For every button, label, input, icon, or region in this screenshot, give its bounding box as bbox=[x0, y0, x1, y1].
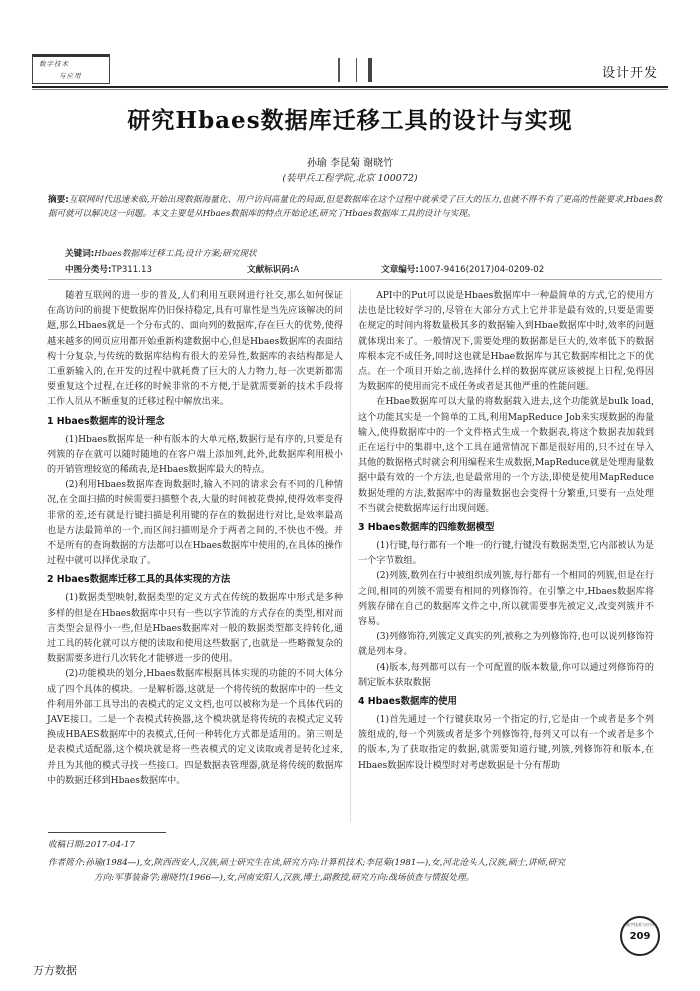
journal-name-line1: 数字技术 bbox=[39, 60, 69, 68]
paragraph: (1)数据类型映射,数据类型的定义方式在传统的数据库中形式是多种多样的但是在Hbaes数据库中只有一些以字节流的方式存在的类型,相对而言类型会显得小一些,但是Hbaes数据库对一般的数据类型都支持转化,通过工具的转化就可以方便的读取和使用这些数据了,也就是一些略微复杂的数据需要多进行几次转化才能够进一步的使用。 bbox=[47, 593, 343, 665]
keywords bbox=[65, 247, 665, 259]
section-3-heading: 3 Hbaes数据库的四维数据模型 bbox=[358, 522, 495, 534]
header-decorative-bars bbox=[338, 58, 384, 82]
clc-label: 中图分类号: bbox=[65, 265, 112, 275]
keywords-text: Hbaes数据库迁移工具;设计方案;研究现状 bbox=[94, 249, 257, 259]
doc-code-label: 文献标识码: bbox=[247, 265, 294, 275]
abstract-text: 互联网时代迅速来临,开始出现数据海量化、用户访问高量化的局面,但是数据库在这个过程中就承受了巨大的压力,也就不得不有了更高的性能要求,Hbaes数据可就可以解决这一问题。本文主要是从Hbaes数据库的特点开始论述,研究了Hbaes数据库工具的设计与实现。 bbox=[48, 195, 663, 219]
paragraph: (2)列簇,数列在行中被组织成列簇,每行都有一个相同的列簇,但是在行之间,相同的列簇不需要有相同的列修饰符。在引擎之中,Hbaes数据库将列簇存储在自己的数据库文件之中,所以就需要事先被定义,改变列簇并不容易。 bbox=[358, 571, 654, 628]
author-bio bbox=[48, 856, 662, 886]
page-header bbox=[32, 52, 668, 86]
source-watermark: 万方数据 bbox=[33, 964, 77, 977]
page-number-badge bbox=[620, 916, 660, 956]
received-date: 收稿日期:2017-04-17 bbox=[48, 840, 135, 850]
badge-ring-text: 数字技术与应用 bbox=[626, 922, 654, 927]
clc-number bbox=[65, 263, 152, 275]
paragraph: (1)首先通过一个行键获取另一个指定的行,它是由一个或者是多个列簇组成的,每一个列簇或者是多个列修饰符,每列又可以有一个或者是多个的版本,为了获取指定的数据,就需要知道行键,列簇,列修饰符和版本,在Hbaes数据库设计模型时对考虑数据是十分有帮助 bbox=[358, 715, 654, 771]
paragraph: (2)利用Hbaes数据库查询数据时,输入不同的请求会有不同的几种情况,在全面扫描的时候需要扫描整个表,大量的时间被花费掉,使得效率变得非常的差,还有就是行键扫描是利用键的存在的数据进行对比,是效率最高也是方法最简单的一个,而区间扫描则是介于两者之间的,不快也不慢。并不是所有的查询数据的方法都可以在Hbaes数据库中使用的,在具体的操作过程中就可以择优录取了。 bbox=[47, 480, 343, 567]
header-rule bbox=[32, 86, 668, 88]
body-column-left bbox=[47, 289, 343, 789]
paragraph: (3)列修饰符,列簇定义真实的列,被称之为列修饰符,也可以说列修饰符就是列本身。 bbox=[358, 632, 654, 658]
intro-paragraph: 随着互联网的进一步的普及,人们利用互联网进行社交,那么如何保证在高访问的前提下使数据库仍旧保持稳定,具有可靠性是当先应该解决的问题,那么Hbaes就是一个分布式的、面向列的数据库,存在巨大的优势,使得越来越多的网页应用都开始重新构建数据中心,但是Hbaes数据库的表面结构十分复杂,与传统的数据库结构有很大的差异性,数据库的表结构都是人工重新输入的,在开发的过程中就耗费了巨大的人力物力,每一次更新都需要重复这个过程,在迁移的时候非常的不方便,于是就需要新的技术手段将工作人员从不断重复的迁移过程中解放出来。 bbox=[47, 291, 343, 408]
header-rule-thin bbox=[32, 89, 668, 90]
body-column-right bbox=[358, 289, 654, 774]
section-2-heading: 2 Hbaes数据库迁移工具的具体实现的方法 bbox=[47, 574, 231, 586]
paragraph: (4)版本,每列都可以有一个可配置的版本数量,你可以通过列修饰符的制定版本获取数据 bbox=[358, 662, 654, 688]
journal-name-line2: 与应用 bbox=[59, 72, 82, 80]
paragraph: (1)行键,每行都有一个唯一的行键,行键没有数据类型,它内部被认为是一个字节数组。 bbox=[358, 541, 654, 567]
meta-divider bbox=[48, 279, 662, 280]
article-number bbox=[381, 263, 544, 275]
paragraph: 在Hbae数据库可以大量的将数据载入进去,这个功能就是bulk load,这个功能其实是一个简单的工具,利用MapReduce Job来实现数据的海量输入,使得数据库中的一个文件格式生成一个数据表,将这个数据表加载到正在运行中的集群中,这个工具在通常情况下都是很好用的,只不过在导入其他的数据格式时就会利用编程来生成数据,MapReduce就是处理海量数据中最有效的一个方法,也是最常用的一个方法,即使是使用MapReduce数据处理的方法,数据库中的海量数据也会变得十分繁重,只要有一点处理不当就会使数据库运行出现问题。 bbox=[358, 397, 654, 514]
paragraph: (2)功能模块的划分,Hbaes数据库根据具体实现的功能的不同大体分成了四个具体的模块。一是解析器,这就是一个将传统的数据库中的一些文件利用外部工具导出的表模式的定义文档,也可以被称为是一个具体代码的JAVE接口。二是一个表模式转换器,这个模块就是将传统的表模式定义转换成HBAES数据库中的表模式,任何一种转化方式都是适用的。第三则是是表模式适配器,这个模块就是将一些表模式的定义读取或者是转化过来,并且为其他的模式寻找一些接口。四是数据表管理器,就是将传统的数据库中的数据迁移到Hbaes数据库中。 bbox=[47, 669, 343, 786]
article-title: 研究Hbaes数据库迁移工具的设计与实现 bbox=[127, 107, 573, 134]
column-gap bbox=[350, 289, 351, 822]
authors: 孙瑜 李昆菊 谢晓竹 bbox=[306, 158, 394, 169]
author-bio-line2: 方向:军事装备学;谢晓竹(1966—),女,河南安阳人,汉族,博士,副教授,研究方向:战场侦查与情报处理。 bbox=[94, 873, 475, 883]
section-1-heading: 1 Hbaes数据库的设计理念 bbox=[47, 415, 165, 427]
abstract bbox=[48, 193, 662, 221]
paragraph: (1)Hbaes数据库是一种有版本的大单元格,数据行是有序的,只要是有列簇的存在就可以随时随地的在客户端上添加列,此外,此数据库利用极小的开销管理较宽的稀疏表,是Hbaes数据库最大的特点。 bbox=[47, 434, 343, 476]
page-number: 209 bbox=[629, 931, 651, 942]
keywords-label: 关键词: bbox=[65, 249, 95, 259]
section-label: 设计开发 bbox=[601, 66, 658, 81]
paragraph: API中的Put可以说是Hbaes数据库中一种最简单的方式,它的使用方法也是比较好学习的,尽管在大部分方式上它并非是最有效的,只要是需要在规定的时间内将数量极其多的数据输入到Hbae数据库中时,效率的问题就体现出来了。一般情况下,需要处理的数据都是巨大的,效率低下的数据库根本完不成任务,同时这也就是Hbae数据库与其它数据库相比之下的优点。在一个项目开始之前,选择什么样的数据库就应该被提上日程,免得因为数据库的使用而完不成任务或者是其他严重的性能问题。 bbox=[358, 291, 654, 393]
section-4-heading: 4 Hbaes数据库的使用 bbox=[358, 696, 457, 708]
abstract-label: 摘要: bbox=[48, 195, 69, 205]
doc-code-value: A bbox=[293, 265, 300, 275]
document-code bbox=[247, 263, 299, 275]
author-bio-line1: 作者简介:孙瑜(1984—),女,陕西西安人,汉族,硕士研究生在读,研究方向:计算机技术;李昆菊(1981—),女,河北沧头人,汉族,硕士,讲师,研究 bbox=[48, 858, 565, 868]
journal-logo bbox=[32, 54, 110, 84]
clc-value: TP311.13 bbox=[111, 265, 152, 275]
article-number-label: 文章编号: bbox=[381, 265, 419, 275]
affiliation: (装甲兵工程学院,北京 100072) bbox=[282, 173, 418, 184]
article-number-value: 1007-9416(2017)04-0209-02 bbox=[418, 265, 545, 275]
footnote-rule bbox=[48, 832, 166, 833]
